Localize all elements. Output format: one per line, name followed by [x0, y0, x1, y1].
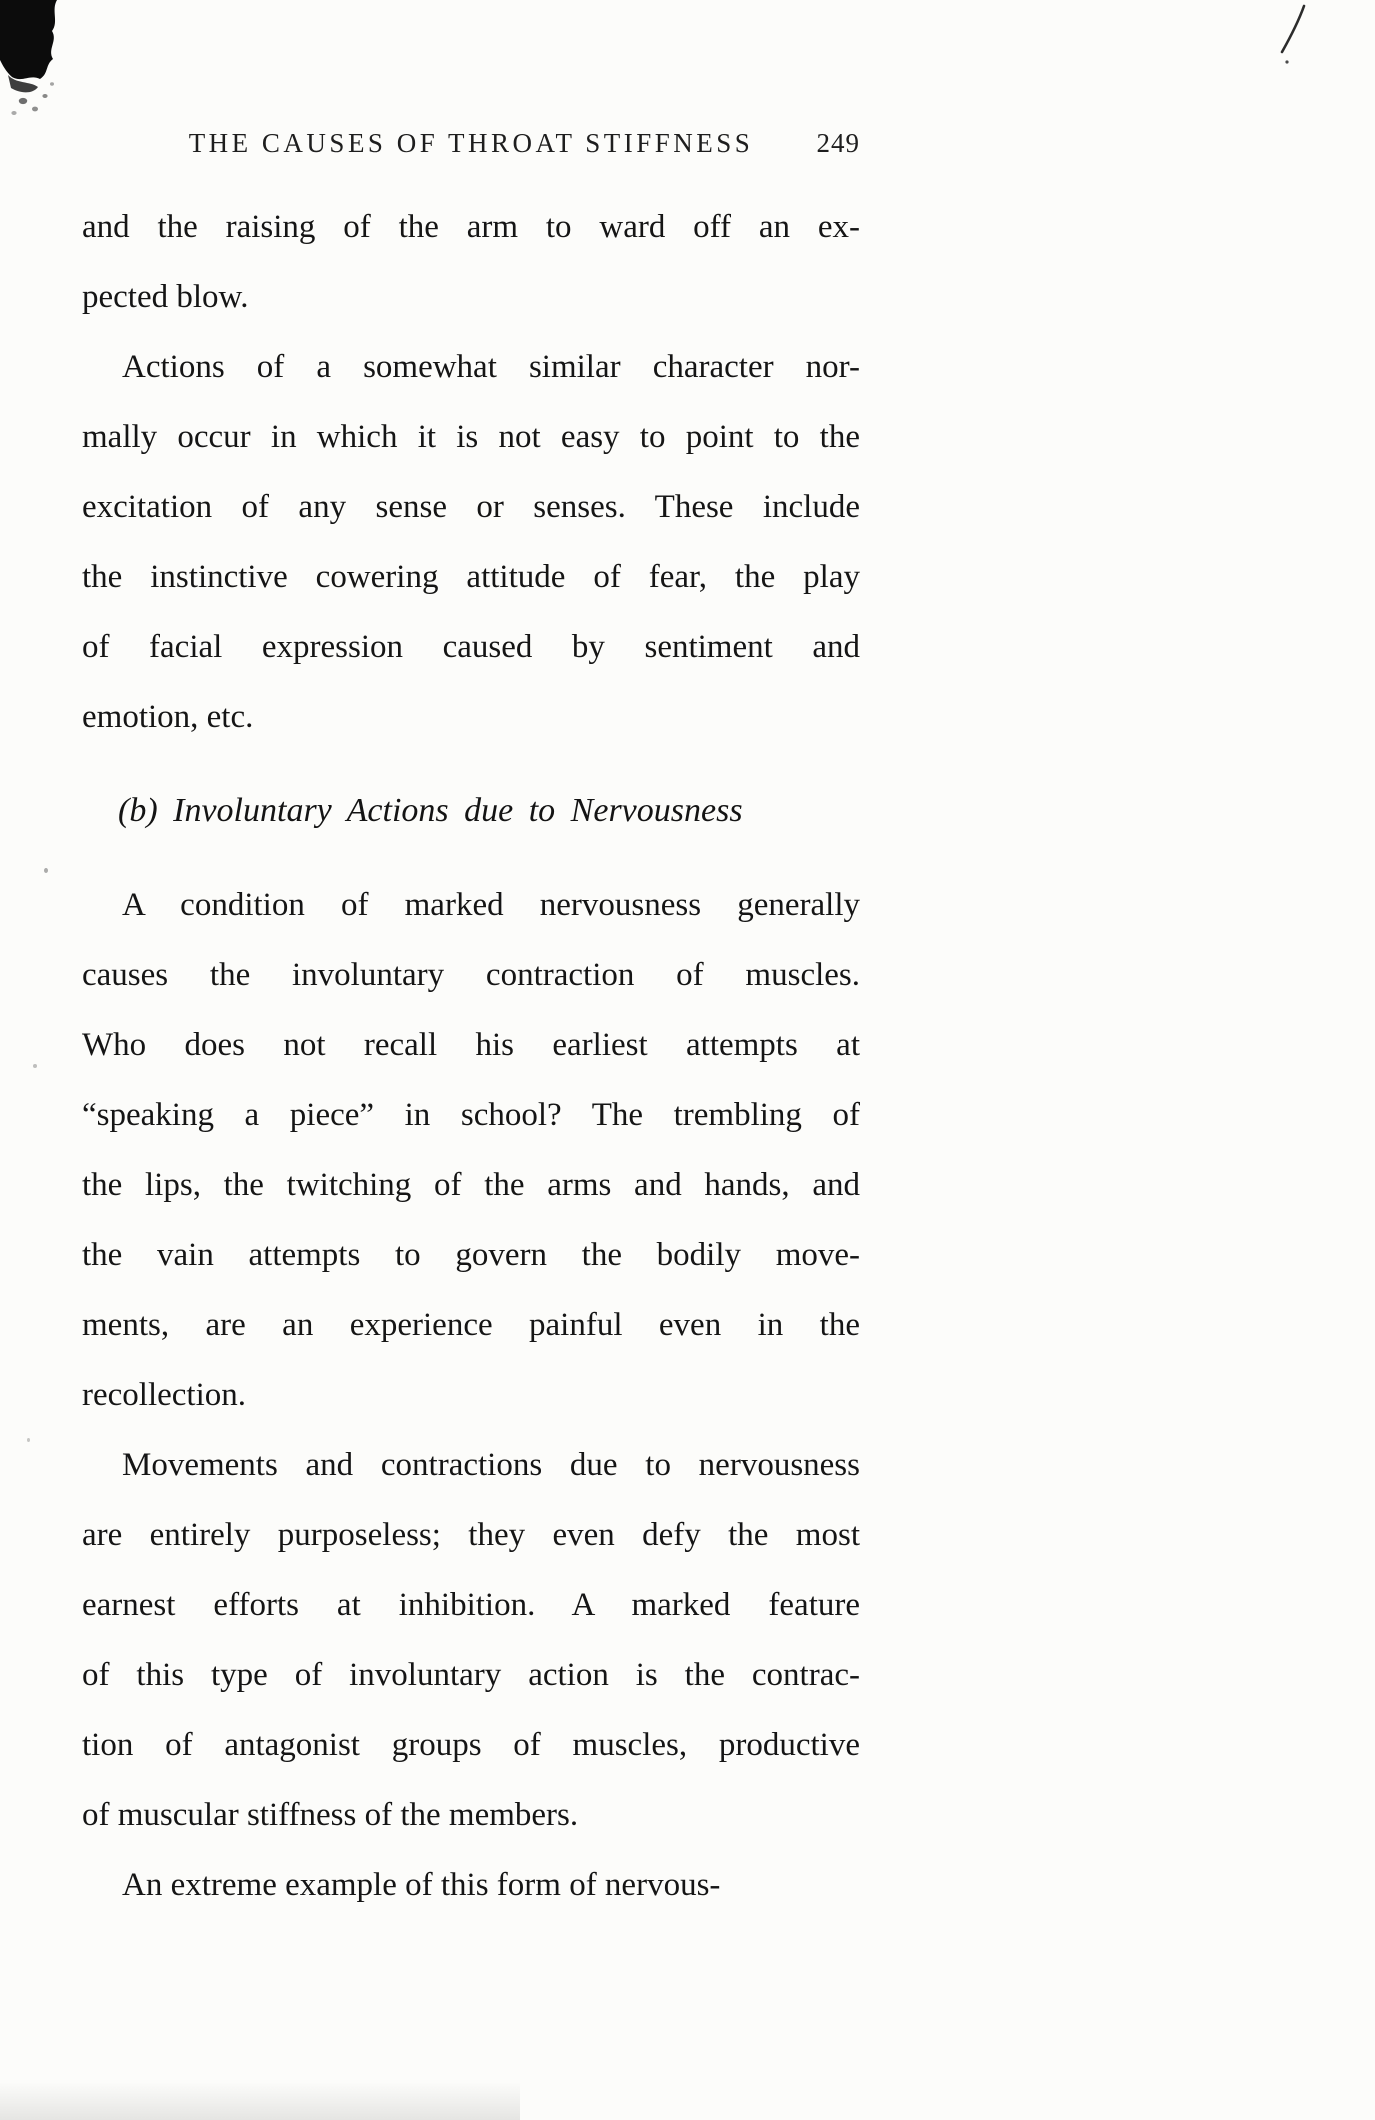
text-line: earnest efforts at inhibition. A marked feature	[82, 1587, 860, 1623]
paragraph	[82, 1430, 860, 1850]
scan-speck	[33, 1064, 37, 1068]
text-line: tion of antagonist groups of muscles, productive	[82, 1727, 860, 1763]
pen-stroke-artifact	[1268, 4, 1328, 76]
text-line: are entirely purposeless; they even defy the most	[82, 1517, 860, 1553]
text-line: mally occur in which it is not easy to point to the	[82, 419, 860, 455]
text-line: the instinctive cowering attitude of fear, the play	[82, 559, 860, 595]
ink-blot-artifact	[0, 0, 100, 130]
text-line: of this type of involuntary action is the contrac-	[82, 1657, 860, 1693]
scan-speck	[44, 868, 48, 873]
text-line: excitation of any sense or senses. These include	[82, 489, 860, 525]
paragraph	[82, 192, 860, 332]
text-line: pected blow.	[82, 279, 249, 315]
text-line: emotion, etc.	[82, 699, 254, 735]
text-line: Actions of a somewhat similar character nor-	[122, 349, 860, 385]
paragraph	[82, 1850, 860, 1920]
text-line: the vain attempts to govern the bodily move-	[82, 1237, 860, 1273]
section-heading: (b) Involuntary Actions due to Nervousness	[118, 792, 743, 829]
text-column	[82, 128, 860, 1920]
text-line: ments, are an experience painful even in the	[82, 1307, 860, 1343]
scan-edge-smudge	[0, 2082, 520, 2120]
running-header-title: THE CAUSES OF THROAT STIFFNESS	[188, 128, 754, 158]
scan-speck	[27, 1438, 30, 1442]
page-number: 249	[816, 128, 860, 158]
running-header	[82, 128, 860, 172]
paragraph	[82, 332, 860, 752]
text-line: “speaking a piece” in school? The trembling of	[82, 1097, 860, 1133]
text-line: recollection.	[82, 1377, 247, 1413]
text-line: the lips, the twitching of the arms and hands, and	[82, 1167, 860, 1203]
text-line: A condition of marked nervousness generally	[122, 887, 860, 923]
body-text	[82, 192, 860, 1920]
text-line: and the raising of the arm to ward off an ex-	[82, 209, 860, 245]
text-line: causes the involuntary contraction of muscles.	[82, 957, 860, 993]
text-line: of muscular stiffness of the members.	[82, 1797, 579, 1833]
paragraph	[82, 870, 860, 1430]
text-line: of facial expression caused by sentiment and	[82, 629, 860, 665]
text-line: An extreme example of this form of nervous-	[122, 1867, 721, 1903]
text-line: Movements and contractions due to nervousness	[122, 1447, 860, 1483]
text-line: Who does not recall his earliest attempts at	[82, 1027, 860, 1063]
